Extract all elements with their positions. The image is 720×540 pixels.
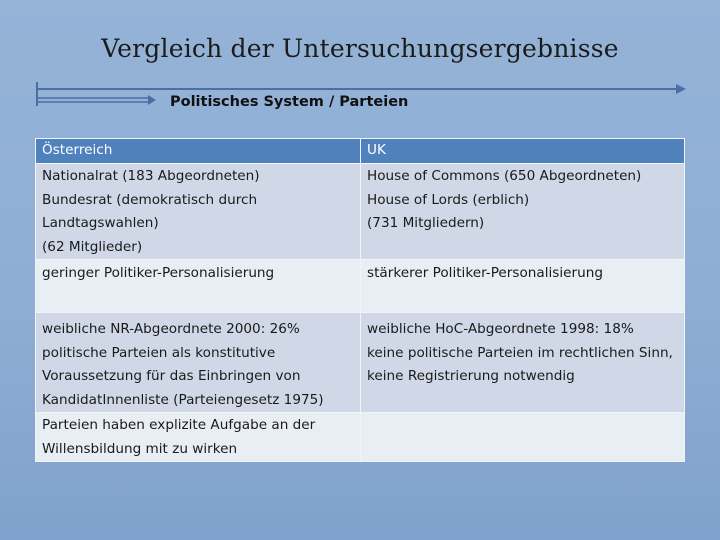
cell-uk-empty: [361, 413, 685, 462]
timeline-line: [36, 88, 684, 90]
cell-line: Willensbildung mit zu wirken: [42, 440, 238, 457]
header-uk: UK: [361, 139, 685, 164]
cell-line: KandidatInnenliste (Parteiengesetz 1975): [42, 391, 324, 408]
cell-line: Voraussetzung für das Einbringen von: [42, 368, 301, 384]
cell-austria-personalization: [36, 260, 361, 313]
header-austria: Österreich: [36, 139, 361, 164]
cell-uk-parties: [361, 313, 685, 413]
comparison-table: [35, 138, 685, 462]
cell-austria-will-formation: [36, 413, 361, 462]
cell-austria-parties: [36, 313, 361, 413]
cell-line: weibliche HoC-Abgeordnete 1998: 18%: [367, 321, 634, 337]
table-row: [36, 260, 685, 313]
cell-line: Parteien haben explizite Aufgabe an der: [42, 417, 316, 433]
cell-line: keine politische Parteien im rechtlichen Sinn,: [367, 344, 673, 361]
table-row: [36, 413, 685, 462]
cell-line: weibliche NR-Abgeordnete 2000: 26%: [42, 321, 300, 337]
cell-line: Bundesrat (demokratisch durch: [42, 191, 258, 208]
cell-line: keine Registrierung notwendig: [367, 368, 575, 384]
cell-uk-personalization: [361, 260, 685, 313]
cell-line: House of Lords (erblich): [367, 191, 530, 208]
slide-title: Vergleich der Untersuchungsergebnisse: [101, 34, 619, 63]
table-header-row: [36, 139, 685, 164]
slide-subtitle: Politisches System / Parteien: [170, 94, 409, 110]
cell-line: geringer Politiker-Personalisierung: [42, 265, 275, 281]
cell-uk-parliament: [361, 164, 685, 260]
arrow-right-icon: [676, 84, 686, 94]
cell-line: politische Parteien als konstitutive: [42, 344, 276, 361]
cell-line: Landtagswahlen): [42, 215, 159, 231]
table-row: [36, 313, 685, 413]
double-arrow-icon: [36, 95, 156, 105]
cell-austria-parliament: [36, 164, 361, 260]
cell-line: House of Commons (650 Abgeordneten): [367, 168, 642, 184]
table-row: [36, 164, 685, 260]
cell-line: stärkerer Politiker-Personalisierung: [367, 265, 603, 281]
cell-line: (731 Mitgliedern): [367, 215, 485, 231]
cell-line: Nationalrat (183 Abgeordneten): [42, 168, 260, 184]
cell-line: (62 Mitglieder): [42, 238, 143, 255]
